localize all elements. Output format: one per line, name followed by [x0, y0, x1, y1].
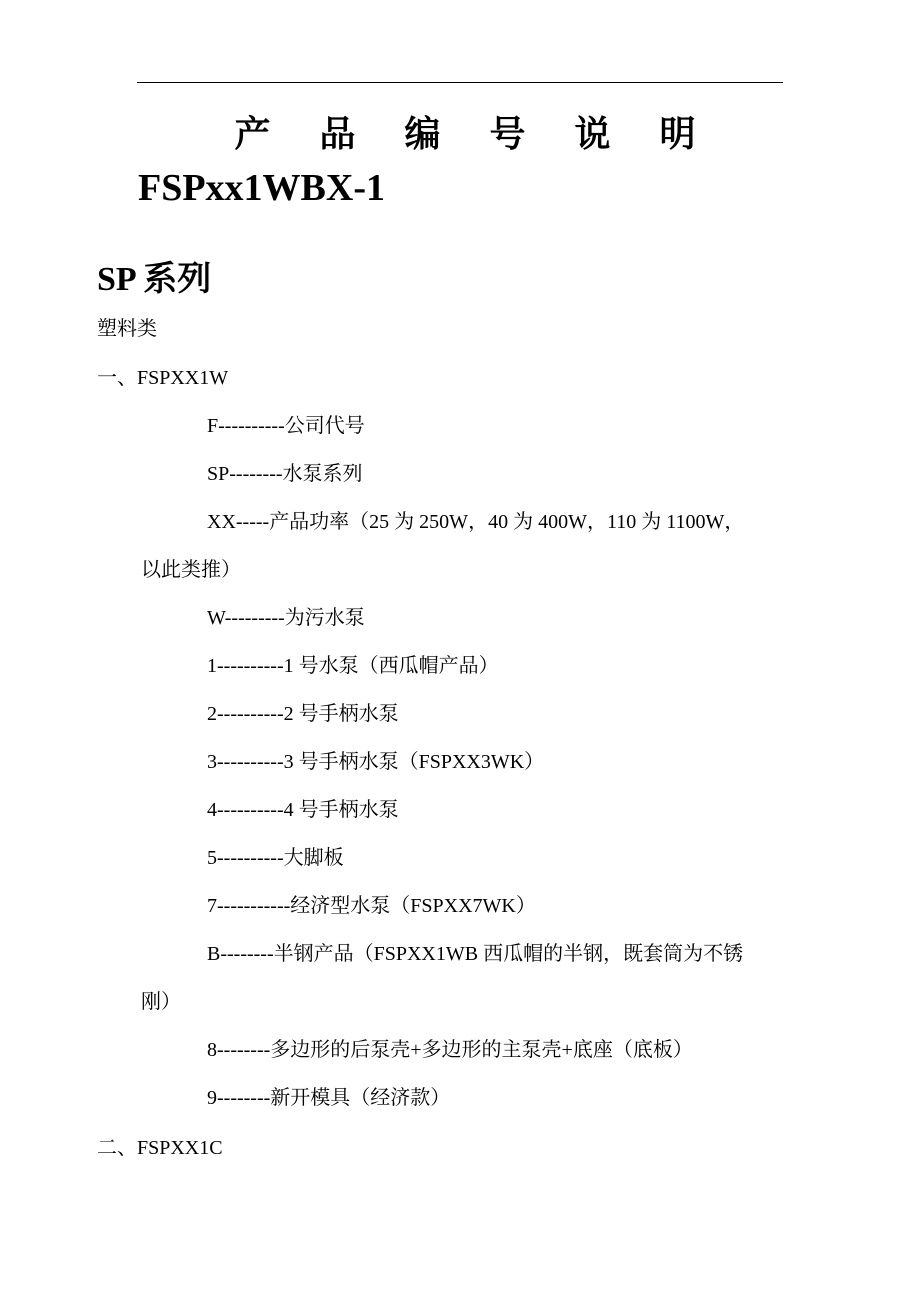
item-economy-pump: 7-----------经济型水泵（FSPXX7WK）	[207, 895, 536, 917]
item-pump-series: SP--------水泵系列	[207, 463, 363, 485]
item-pump-4: 4----------4 号手柄水泵	[207, 799, 399, 821]
item-power: XX-----产品功率（25 为 250W，40 为 400W，110 为 1100W，	[207, 511, 745, 533]
section-heading: SP 系列	[97, 261, 212, 298]
top-rule	[137, 82, 783, 83]
item-polygon-housing: 8--------多边形的后泵壳+多边形的主泵壳+底座（底板）	[207, 1039, 693, 1061]
item-pump-3: 3----------3 号手柄水泵（FSPXX3WK）	[207, 751, 545, 773]
model-code: FSPxx1WBX-1	[138, 167, 385, 209]
item-big-foot-plate: 5----------大脚板	[207, 847, 344, 869]
item-power-continued: 以此类推）	[141, 559, 241, 581]
item-new-mold: 9--------新开模具（经济款）	[207, 1087, 451, 1109]
category-label: 塑料类	[97, 318, 157, 340]
item-half-steel-continued: 刚）	[141, 991, 181, 1013]
item-company-code: F----------公司代号	[207, 415, 365, 437]
item-pump-1: 1----------1 号水泵（西瓜帽产品）	[207, 655, 499, 677]
item-pump-2: 2----------2 号手柄水泵	[207, 703, 399, 725]
item-half-steel: B--------半钢产品（FSPXX1WB 西瓜帽的半钢，既套筒为不锈	[207, 943, 744, 965]
part2-heading: 二、FSPXX1C	[97, 1137, 223, 1159]
page-title: 产 品 编 号 说 明	[234, 114, 716, 154]
item-sewage-pump: W---------为污水泵	[207, 607, 365, 629]
part1-heading: 一、FSPXX1W	[97, 367, 229, 389]
